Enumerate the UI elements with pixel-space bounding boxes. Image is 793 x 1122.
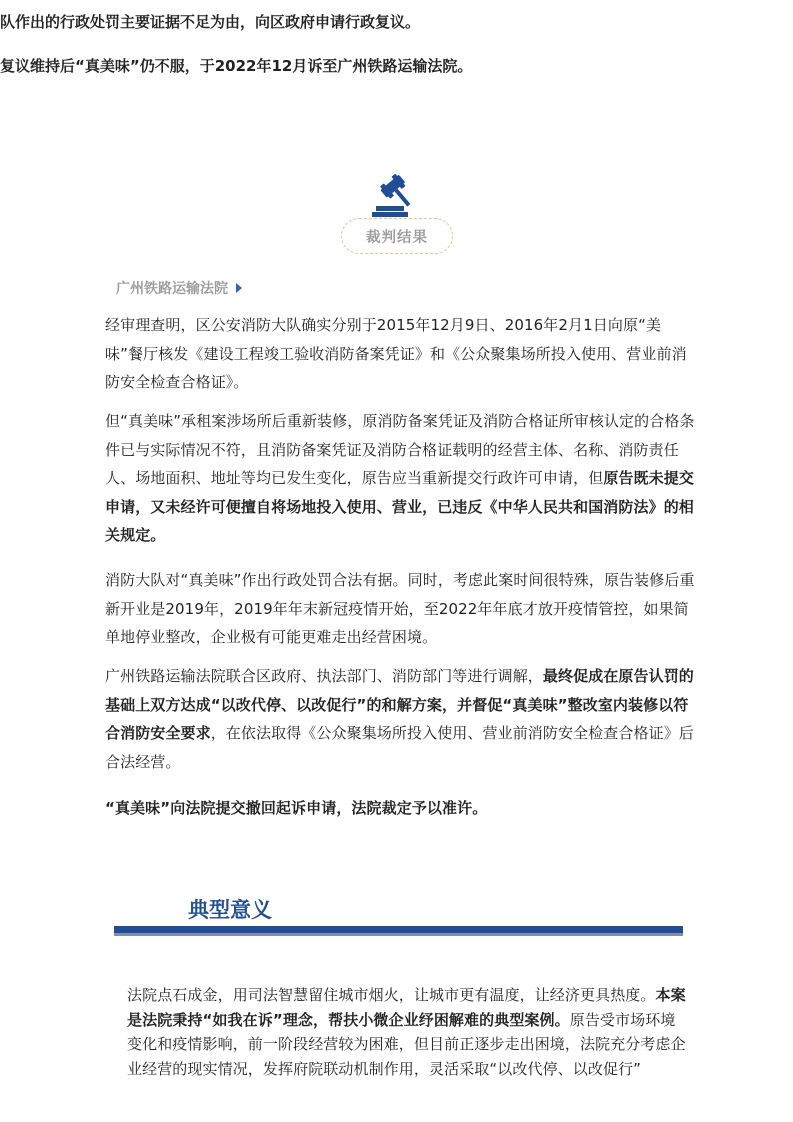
gavel-icon — [370, 174, 424, 218]
intro-line-2: 复议维持后“真美味”仍不服，于2022年12月诉至广州铁路运输法院。 — [0, 57, 473, 75]
triangle-right-icon — [236, 283, 242, 293]
paragraph-violation-text: 但“真美味”承租案涉场所后重新装修，原消防备案凭证及消防合格证所审核认定的合格条件已与实际情况不符，且消防备案凭证及消防合格证载明的经营主体、名称、消防责任人、场地面积、地址等均已发生变化，原告应当重新提交行政许可申请，但 — [105, 412, 695, 487]
intro-text — [0, 0, 600, 88]
section-badge: 裁判结果 — [341, 218, 453, 254]
paragraph-significance-bold: 本案是法院秉持“如我在诉”理念，帮扶小微企业纾困解难的典型案例。 — [127, 986, 686, 1029]
paragraph-violation-bold: 原告既未提交申请，又未经许可便擅自将场地投入使用、营业，已违反《中华人民共和国消防法》的相关规定。 — [105, 469, 694, 544]
section-divider — [114, 926, 683, 936]
paragraph-penalty: 消防大队对“真美味”作出行政处罚合法有据。同时，考虑此案时间很特殊，原告装修后重新开业是2019年，2019年年末新冠疫情开始，至2022年年底才放开疫情管控，如果简单地停业整改，企业极有可能更难走出经营困境。 — [105, 571, 695, 646]
intro-line-1: 队作出的行政处罚主要证据不足为由，向区政府申请行政复议。 — [0, 13, 421, 31]
paragraph-violation — [105, 407, 695, 550]
paragraph-findings: 经审理查明，区公安消防大队确实分别于2015年12月9日、2016年2月1日向原“美味”餐厅核发《建设工程竣工验收消防备案凭证》和《公众聚集场所投入使用、营业前消防安全检查合格证》。 — [105, 316, 687, 391]
paragraph-significance-text-2: 原告受市场环境变化和疫情影响，前一阶段经营较为困难，但目前正逐步走出困境，法院充分考虑企业经营的现实情况，发挥府院联动机制作用，灵活采取“以改代停、以改促行” — [127, 1010, 686, 1078]
paragraph-mediation-bold: 最终促成在原告认罚的基础上双方达成“以改代停、以改促行”的和解方案，并督促“真美味”整改室内装修以符合消防安全要求 — [105, 667, 694, 742]
paragraph-mediation-text-1: 广州铁路运输法院联合区政府、执法部门、消防部门等进行调解， — [105, 667, 543, 685]
section-title: 典型意义 — [188, 898, 272, 922]
court-label — [116, 278, 242, 298]
paragraph-significance — [127, 983, 687, 1081]
paragraph-mediation-text-2: ，在依法取得《公众聚集场所投入使用、营业前消防安全检查合格证》后合法经营。 — [105, 724, 694, 771]
paragraph-withdrawal: “真美味”向法院提交撤回起诉申请，法院裁定予以准许。 — [105, 799, 488, 817]
paragraph-mediation — [105, 662, 695, 776]
court-label-text: 广州铁路运输法院 — [116, 281, 228, 297]
paragraph-significance-text-1: 法院点石成金，用司法智慧留住城市烟火，让城市更有温度，让经济更具热度。 — [127, 986, 656, 1004]
